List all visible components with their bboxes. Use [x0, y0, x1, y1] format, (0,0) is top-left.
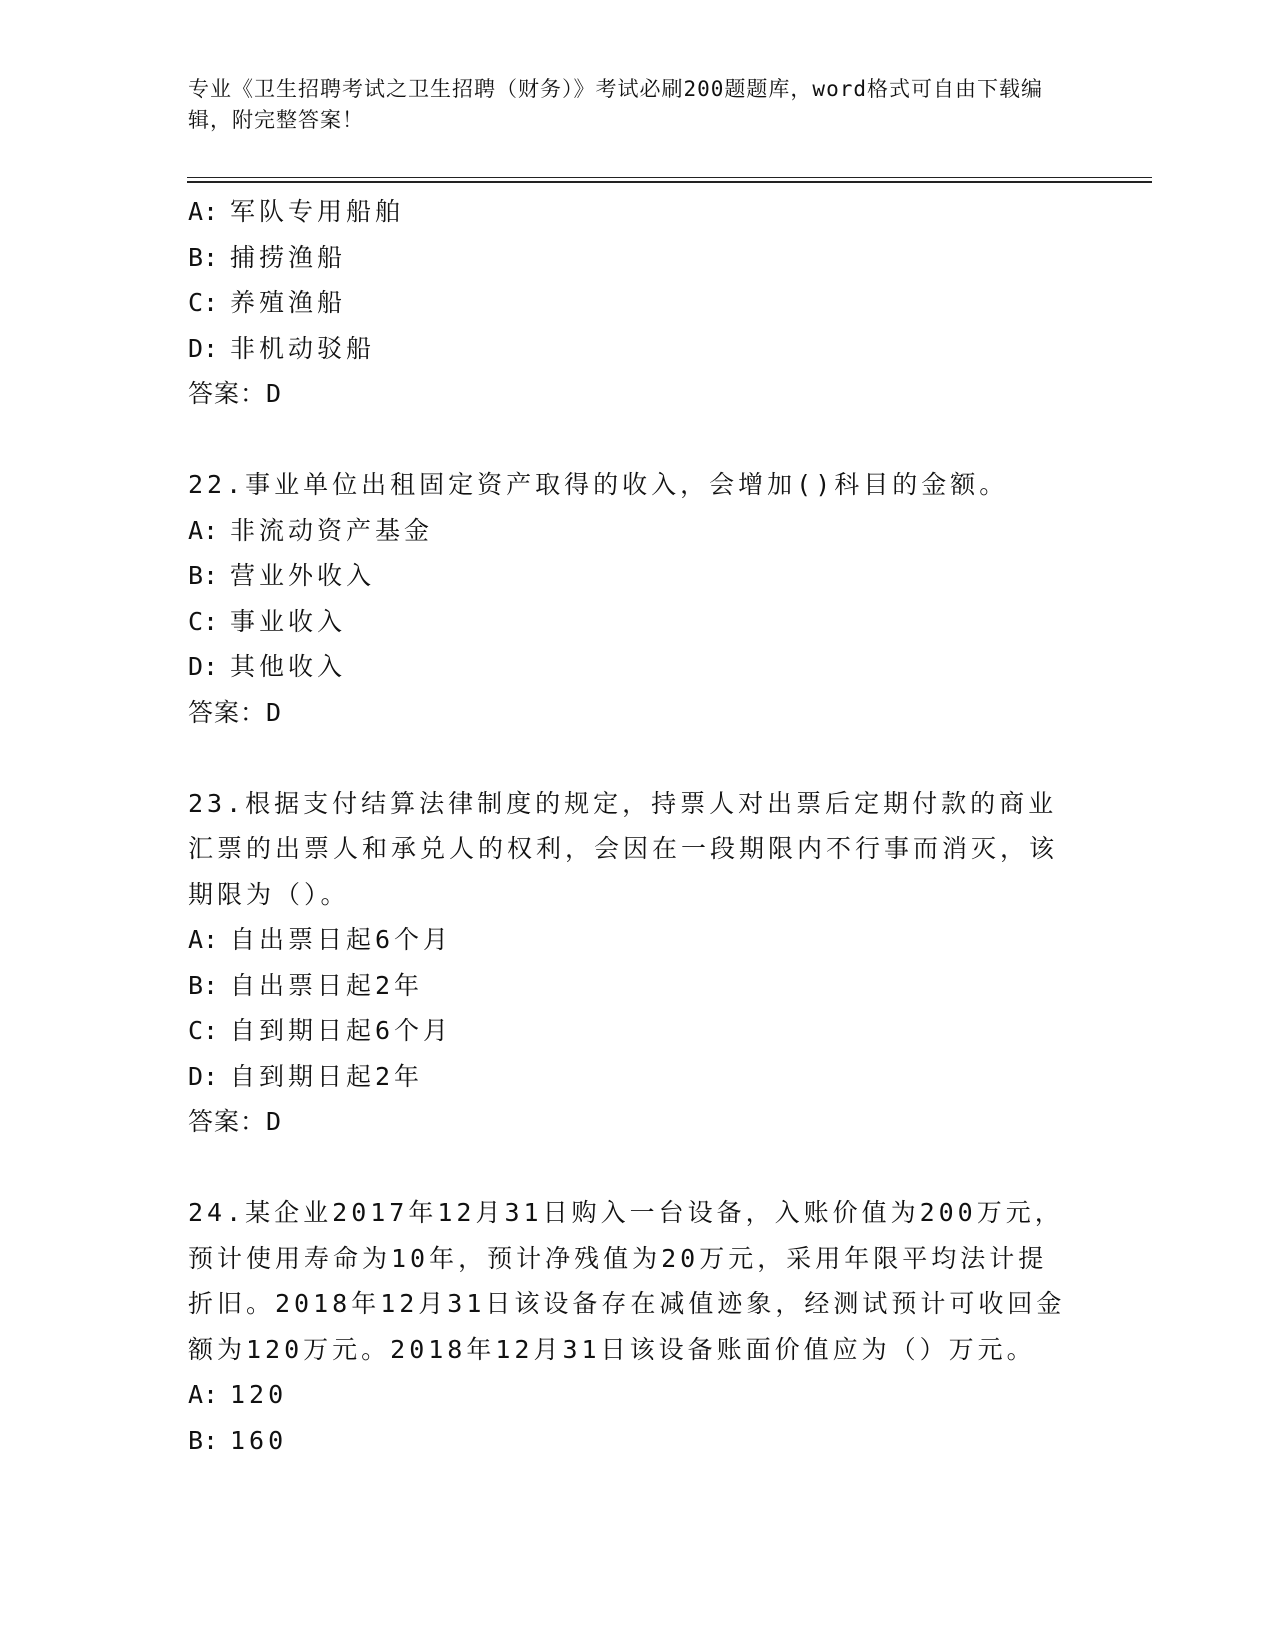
question-text: 22.事业单位出租固定资产取得的收入，会增加()科目的金额。 [188, 470, 1009, 499]
option-b: B: 自出票日起2年 [188, 970, 424, 1000]
option-a: A: 120 [188, 1380, 288, 1409]
option-d: D: 其他收入 [188, 652, 347, 681]
option-c: C: 事业收入 [188, 606, 347, 636]
answer-line: 答案：D [188, 697, 283, 727]
answer-line: 答案：D [188, 1107, 283, 1136]
option-a: A: 军队专用船舶 [188, 197, 405, 226]
header-divider-thin [187, 177, 1152, 178]
option-c: C: 自到期日起6个月 [188, 1016, 453, 1045]
question-text: 23.根据支付结算法律制度的规定，持票人对出票后定期付款的商业汇票的出票人和承兑人的权利，会因在一段期限内不行事而消灭，该期限为（）。 [188, 788, 1059, 909]
document-header: 专业《卫生招聘考试之卫生招聘（财务）》考试必刷200题题库，word格式可自由下载编辑，附完整答案！ [188, 77, 1043, 132]
question-text: 24.某企业2017年12月31日购入一台设备，入账价值为200万元，预计使用寿命为10年，预计净残值为20万元，采用年限平均法计提折旧。2018年12月31日该设备存在减值迹象，经测试预计可收回金额为120万元。2018年12月31日该设备账面价值应为（）万元。 [188, 1198, 1066, 1364]
header-divider-thick [187, 181, 1152, 183]
option-d: D: 自到期日起2年 [188, 1061, 424, 1091]
option-c: C: 养殖渔船 [188, 288, 347, 317]
answer-line: 答案：D [188, 379, 283, 408]
option-b: B: 营业外收入 [188, 561, 376, 590]
question-content [188, 189, 1088, 1463]
option-b: B: 捕捞渔船 [188, 242, 347, 272]
option-d: D: 非机动驳船 [188, 333, 376, 363]
option-b: B: 160 [188, 1425, 288, 1455]
option-a: A: 非流动资产基金 [188, 515, 434, 545]
option-a: A: 自出票日起6个月 [188, 925, 453, 954]
